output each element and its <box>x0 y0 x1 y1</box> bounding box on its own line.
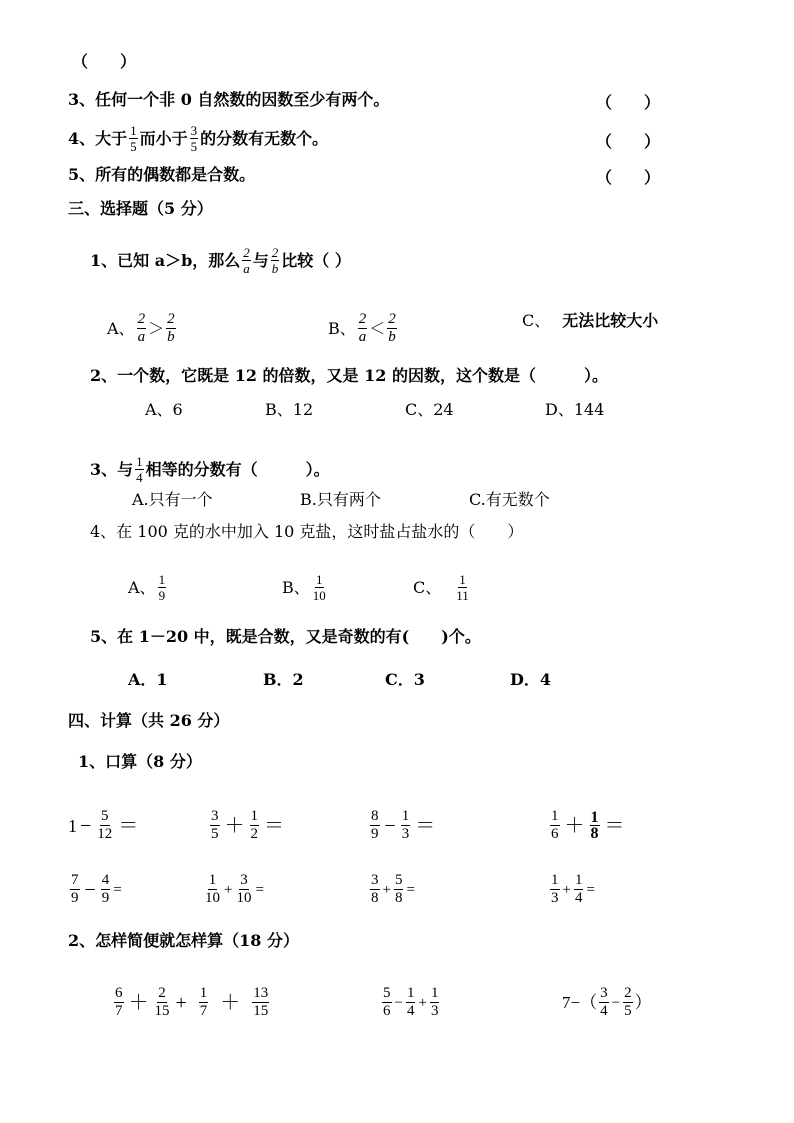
oral-item: 3 8 + $\frac{5}{8}$ = <box>371 872 415 906</box>
fraction: 3 8 <box>371 872 379 906</box>
choice-q3 <box>90 454 330 485</box>
fraction: $\frac{5}{12}$ <box>97 808 113 842</box>
option-a[interactable] <box>128 572 168 603</box>
fraction: $\frac{1}{3}$ <box>401 808 410 842</box>
section-title-calc: 四、计算（共 26 分） <box>68 711 230 730</box>
fraction: $\frac{1}{4}$ <box>574 872 583 906</box>
fraction: 5 6 <box>383 985 391 1019</box>
choice-q2: 2、一个数，它既是 12 的倍数，又是 12 的因数，这个数是（ ）。 <box>90 366 608 385</box>
relation-symbol: ＞ <box>148 318 165 338</box>
judge-item-4 <box>68 123 328 154</box>
question-text: 相等的分数有（ ）。 <box>145 459 330 479</box>
choice-q4: 4、在 100 克的水中加入 10 克盐，这时盐占盐水的（ ） <box>90 522 524 541</box>
fraction: 1 10 <box>312 572 326 603</box>
option-c[interactable]: C、24 <box>405 400 454 419</box>
oral-calc-title: 1、口算（8 分） <box>78 752 202 771</box>
option-c[interactable]: C．3 <box>385 670 425 689</box>
option-b[interactable] <box>328 311 399 346</box>
fraction: 7 9 <box>71 872 79 906</box>
option-a[interactable]: A、6 <box>145 400 183 419</box>
fraction: 2 a <box>137 311 146 345</box>
fraction: 3 5 <box>211 808 219 842</box>
fraction: 2 a <box>243 245 250 276</box>
fraction: 2 15 <box>154 985 170 1019</box>
option-a[interactable]: A．1 <box>128 670 168 689</box>
option-label: B、 <box>328 318 356 338</box>
option-c[interactable] <box>522 311 658 331</box>
fraction: 1 10 <box>205 872 220 906</box>
option-c[interactable] <box>413 572 472 603</box>
fraction: 2 b <box>271 245 279 276</box>
option-label: C、 <box>413 577 442 597</box>
option-b[interactable]: B、12 <box>265 400 314 419</box>
option-label: A、 <box>128 577 156 597</box>
fraction: 3 4 <box>600 985 608 1019</box>
item-number: 5、 <box>68 165 96 184</box>
item-text: 而小于 <box>139 128 188 148</box>
option-d[interactable]: D．4 <box>510 670 552 689</box>
fraction: 6 7 <box>115 985 123 1019</box>
item-number: 4、 <box>68 128 96 148</box>
fraction: 1 3 <box>551 872 559 906</box>
question-text: 比较（ ） <box>281 250 351 270</box>
answer-paren[interactable]: （ ） <box>596 168 661 187</box>
oral-item: 7 9 − $\frac{4}{9}$ = <box>71 872 122 906</box>
oral-item: 8 9 − $\frac{1}{3}$ ＝ <box>371 808 436 842</box>
choice-q1 <box>90 245 351 276</box>
option-label: A、 <box>107 318 135 338</box>
fraction: $\frac{3}{10}$ <box>236 872 252 906</box>
option-a[interactable] <box>107 311 178 346</box>
calc-expression: 5 6 − $\frac{1}{4}$ + $\frac{1}{3}$ <box>383 985 439 1019</box>
option-a[interactable]: A.只有一个 <box>132 490 213 509</box>
fraction: 1 5 <box>130 123 137 154</box>
fraction: 1 9 <box>158 572 166 603</box>
item-text: 任何一个非 0 自然数的因数至少有两个。 <box>95 90 390 109</box>
fraction: 1 8 <box>590 809 599 842</box>
option-label: B、 <box>282 577 310 597</box>
fraction: 8 9 <box>371 808 379 842</box>
fraction: 2 b <box>167 311 175 345</box>
fraction: $\frac{5}{8}$ <box>394 872 403 906</box>
simple-calc-title: 2、怎样简便就怎样算（18 分） <box>68 931 299 950</box>
answer-paren[interactable]: （ ） <box>596 132 661 151</box>
section-title-choice: 三、选择题（5 分） <box>68 199 213 218</box>
oral-item: 1 − $\frac{5}{12}$ ＝ <box>68 808 139 842</box>
answer-paren[interactable]: （ ） <box>596 93 661 112</box>
oral-item: 1 6 ＋ 1 8 ＝ <box>551 808 625 842</box>
item-text: 的分数有无数个。 <box>200 128 329 148</box>
fraction: 2 a <box>358 311 367 345</box>
calc-expression: 7−（ 3 4 − $\frac{2}{5}$ ） <box>562 985 652 1019</box>
fraction: $\frac{1}{7}$ <box>199 985 208 1019</box>
fraction: $\frac{1}{3}$ <box>430 985 439 1019</box>
judge-item-5 <box>68 165 255 185</box>
fraction: $\frac{2}{5}$ <box>624 985 632 1019</box>
oral-item: 1 10 + $\frac{3}{10}$ = <box>205 872 264 906</box>
question-text: 1、已知 a＞b，那么 <box>90 250 241 270</box>
fraction: 13 15 <box>253 985 269 1019</box>
fraction: $\frac{1}{4}$ <box>406 985 415 1019</box>
judge-item-3 <box>68 90 389 110</box>
answer-paren[interactable]: （ ） <box>72 52 137 71</box>
fraction: $\frac{4}{9}$ <box>101 872 110 906</box>
option-c[interactable]: C.有无数个 <box>469 490 550 509</box>
fraction: 1 2 <box>250 808 258 842</box>
relation-symbol: ＜ <box>369 318 386 338</box>
oral-item: 1 3 + $\frac{1}{4}$ = <box>551 872 595 906</box>
fraction: 1 4 <box>136 454 143 485</box>
option-label: C、 <box>522 311 551 330</box>
fraction: 2 b <box>388 311 396 345</box>
item-number: 3、 <box>68 90 96 109</box>
question-text: 3、与 <box>90 459 134 479</box>
item-text: 所有的偶数都是合数。 <box>95 165 256 184</box>
oral-item: 3 5 ＋ 1 2 ＝ <box>211 808 284 842</box>
fraction: 1 11 <box>456 572 469 603</box>
choice-q5: 5、在 1－20 中，既是合数，又是奇数的有( )个。 <box>90 627 481 646</box>
item-text: 大于 <box>95 128 128 148</box>
fraction: 3 5 <box>190 123 198 154</box>
option-d[interactable]: D、144 <box>545 400 605 419</box>
fraction: 1 6 <box>551 808 559 842</box>
option-b[interactable]: B.只有两个 <box>300 490 381 509</box>
option-text: 无法比较大小 <box>562 311 659 330</box>
question-text: 与 <box>252 250 269 270</box>
option-b[interactable]: B．2 <box>263 670 304 689</box>
calc-expression: 6 7 ＋ 2 15 + $\frac{1}{7}$ ＋ 13 15 <box>115 985 269 1019</box>
option-b[interactable] <box>282 572 329 603</box>
